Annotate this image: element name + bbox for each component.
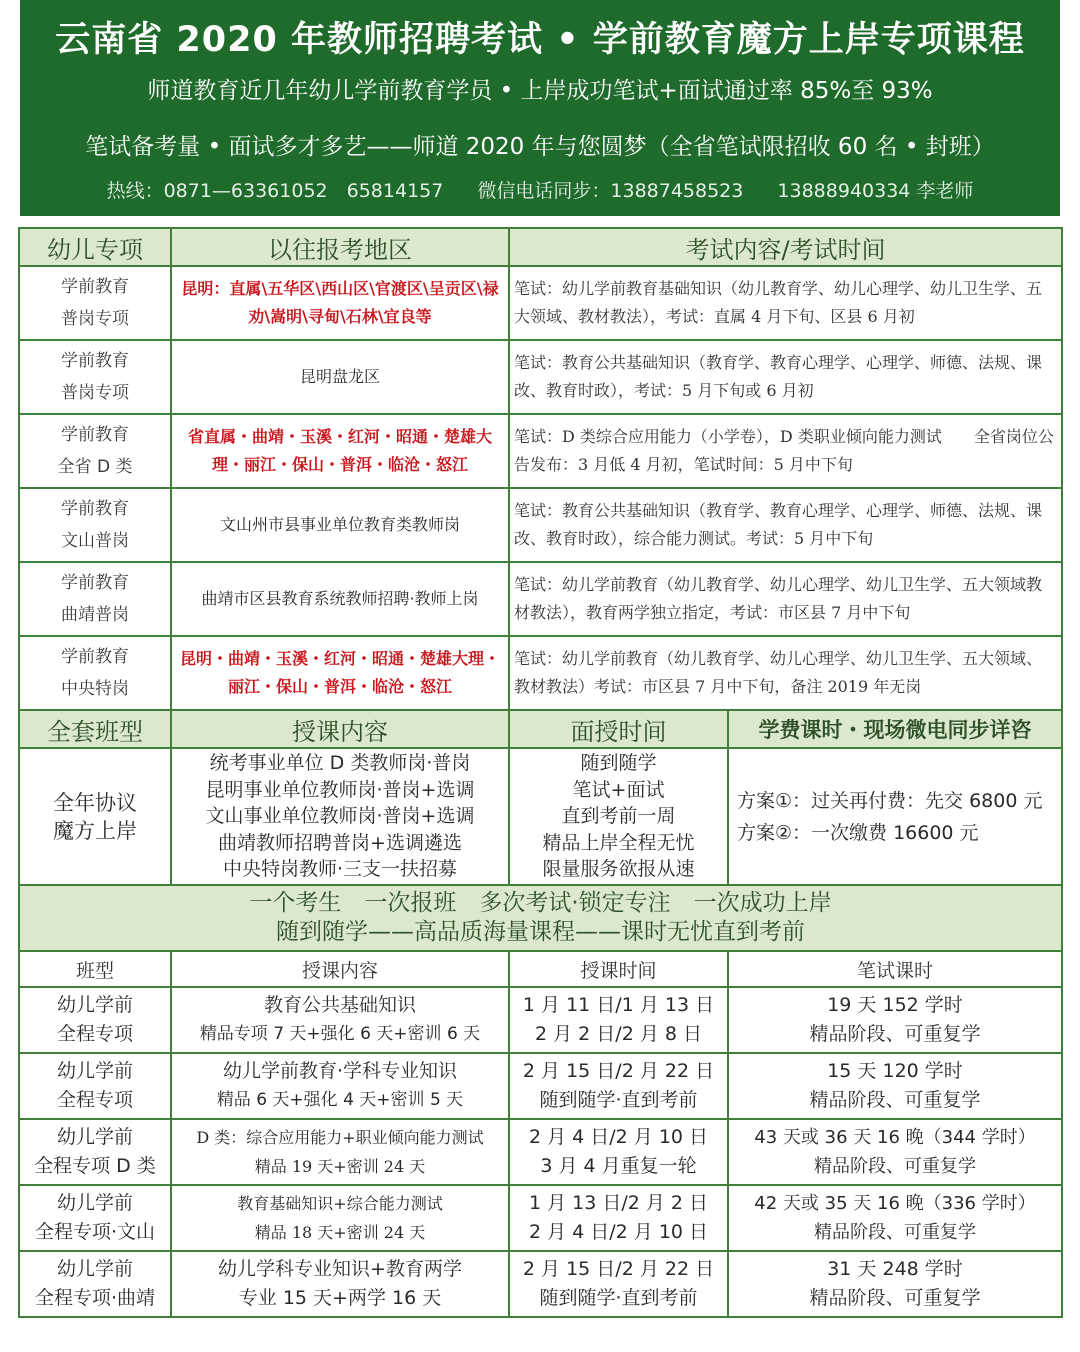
package-name: 全年协议 魔方上岸 [19, 748, 171, 885]
region-cell: 昆明・曲靖・玉溪・红河・昭通・楚雄大理・丽江・保山・普洱・临沧・怒江 [171, 636, 509, 710]
banner-contacts [20, 176, 1060, 203]
region-cell: 昆明盘龙区 [171, 340, 509, 414]
exam-cell: 笔试：D 类综合应用能力（小学卷），D 类职业倾向能力测试 全省岗位公告发布：3 月低 4 月初，笔试时间：5 月中下旬 [509, 414, 1062, 488]
header-region: 以往报考地区 [171, 228, 509, 266]
banner-subtitle: 师道教育近几年幼儿学前教育学员 • 上岸成功笔试+面试通过率 85%至 93% [147, 78, 933, 104]
page-title: 云南省 2020 年教师招聘考试 • 学前教育魔方上岸专项课程 [55, 20, 1025, 60]
table-row [19, 987, 1062, 1053]
hours-cell: 43 天或 36 天 16 晚（344 学时） 精品阶段、可重复学 [728, 1119, 1062, 1185]
table-row [19, 1053, 1062, 1119]
category-cell: 学前教育 普岗专项 [19, 266, 171, 340]
hours-cell: 15 天 120 学时 精品阶段、可重复学 [728, 1053, 1062, 1119]
region-cell: 曲靖市区县教育系统教师招聘·教师上岗 [171, 562, 509, 636]
header-hours: 笔试课时 [728, 951, 1062, 987]
exam-cell: 笔试：幼儿学前教育（幼儿教育学、幼儿心理学、幼儿卫生学、五大领域教材教法），教育两学独立指定，考试：市区县 7 月中下旬 [509, 562, 1062, 636]
header-package: 全套班型 [19, 710, 171, 748]
region-cell: 省直属・曲靖・玉溪・红河・昭通・楚雄大理・丽江・保山・普洱・临沧・怒江 [171, 414, 509, 488]
course-content-cell: 教育基础知识+综合能力测试 精品 18 天+密训 24 天 [171, 1185, 509, 1251]
hotline-text: 热线：0871—63361052 65814157 [106, 180, 444, 202]
table-row [19, 1251, 1062, 1317]
course-time-cell: 2 月 15 日/2 月 22 日 随到随学·直到考前 [509, 1251, 728, 1317]
table-row [19, 266, 1062, 340]
category-cell: 学前教育 文山普岗 [19, 488, 171, 562]
exam-cell: 笔试：教育公共基础知识（教育学、教育心理学、心理学、师德、法规、课改、教育时政），考试：5 月下旬或 6 月初 [509, 340, 1062, 414]
region-cell: 昆明：直属\五华区\西山区\官渡区\呈贡区\禄劝\嵩明\寻甸\石林\宜良等 [171, 266, 509, 340]
table-row [19, 636, 1062, 710]
course-time-cell: 2 月 4 日/2 月 10 日 3 月 4 月重复一轮 [509, 1119, 728, 1185]
header-course-content: 授课内容 [171, 951, 509, 987]
header-time: 面授时间 [509, 710, 728, 748]
table-row [19, 340, 1062, 414]
exam-cell: 笔试：教育公共基础知识（教育学、教育心理学、心理学、师德、法规、课改、教育时政），综合能力测试。考试：5 月中下旬 [509, 488, 1062, 562]
plan-two: 方案②：一次缴费 16600 元 [737, 821, 979, 844]
package-header-row [19, 710, 1062, 748]
package-times: 随到随学 笔试+面试 直到考前一周 精品上岸全程无忧 限量服务欲报从速 [509, 748, 728, 885]
class-type-cell: 幼儿学前 全程专项 [19, 1053, 171, 1119]
category-cell: 学前教育 中央特岗 [19, 636, 171, 710]
package-fees [728, 748, 1062, 885]
exam-cell: 笔试：幼儿学前教育基础知识（幼儿教育学、幼儿心理学、幼儿卫生学、五大领域、教材教法），考试：直属 4 月下旬、区县 6 月初 [509, 266, 1062, 340]
course-time-cell: 1 月 11 日/1 月 13 日 2 月 2 日/2 月 8 日 [509, 987, 728, 1053]
category-cell: 学前教育 全省 D 类 [19, 414, 171, 488]
header-banner [20, 0, 1060, 216]
phone-text: 13888940334 李老师 [777, 180, 974, 202]
course-content-cell: D 类：综合应用能力+职业倾向能力测试 精品 19 天+密训 24 天 [171, 1119, 509, 1185]
header-course-time: 授课时间 [509, 951, 728, 987]
header-fee: 学费课时・现场微电同步详咨 [728, 710, 1062, 748]
class-type-cell: 幼儿学前 全程专项 [19, 987, 171, 1053]
package-row [19, 748, 1062, 885]
course-table [18, 227, 1063, 1318]
category-cell: 学前教育 曲靖普岗 [19, 562, 171, 636]
region-cell: 文山州市县事业单位教育类教师岗 [171, 488, 509, 562]
banner-tagline: 笔试备考量 • 面试多才多艺——师道 2020 年与您圆梦（全省笔试限招收 60 名 • 封班） [85, 134, 995, 160]
header-exam: 考试内容/考试时间 [509, 228, 1062, 266]
package-contents: 统考事业单位 D 类教师岗·普岗 昆明事业单位教师岗·普岗+选调 文山事业单位教师岗·普岗+选调 曲靖教师招聘普岗+选调遴选 中央特岗教师·三支一扶招募 [171, 748, 509, 885]
table-row [19, 414, 1062, 488]
course-time-cell: 1 月 13 日/2 月 2 日 2 月 4 日/2 月 10 日 [509, 1185, 728, 1251]
class-type-cell: 幼儿学前 全程专项 D 类 [19, 1119, 171, 1185]
hours-cell: 31 天 248 学时 精品阶段、可重复学 [728, 1251, 1062, 1317]
slogan: 一个考生 一次报班 多次考试·锁定专注 一次成功上岸 随到随学——高品质海量课程——课时无忧直到考前 [19, 885, 1062, 951]
table-row [19, 488, 1062, 562]
hours-cell: 42 天或 35 天 16 晚（336 学时） 精品阶段、可重复学 [728, 1185, 1062, 1251]
table-row [19, 562, 1062, 636]
header-class-type: 班型 [19, 951, 171, 987]
course-content-cell: 幼儿学科专业知识+教育两学 专业 15 天+两学 16 天 [171, 1251, 509, 1317]
exam-cell: 笔试：幼儿学前教育（幼儿教育学、幼儿心理学、幼儿卫生学、五大领域、教材教法）考试：市区县 7 月中下旬，备注 2019 年无岗 [509, 636, 1062, 710]
header-category: 幼儿专项 [19, 228, 171, 266]
section-header-row [19, 228, 1062, 266]
wechat-text: 微信电话同步：13887458523 [477, 180, 744, 202]
plan-one: 方案①：过关再付费：先交 6800 元 [737, 789, 1043, 812]
course-content-cell: 幼儿学前教育·学科专业知识 精品 6 天+强化 4 天+密训 5 天 [171, 1053, 509, 1119]
course-header-row [19, 951, 1062, 987]
class-type-cell: 幼儿学前 全程专项·文山 [19, 1185, 171, 1251]
course-time-cell: 2 月 15 日/2 月 22 日 随到随学·直到考前 [509, 1053, 728, 1119]
table-row [19, 1185, 1062, 1251]
header-content: 授课内容 [171, 710, 509, 748]
slogan-row [19, 885, 1062, 951]
category-cell: 学前教育 普岗专项 [19, 340, 171, 414]
table-row [19, 1119, 1062, 1185]
hours-cell: 19 天 152 学时 精品阶段、可重复学 [728, 987, 1062, 1053]
course-content-cell: 教育公共基础知识 精品专项 7 天+强化 6 天+密训 6 天 [171, 987, 509, 1053]
class-type-cell: 幼儿学前 全程专项·曲靖 [19, 1251, 171, 1317]
